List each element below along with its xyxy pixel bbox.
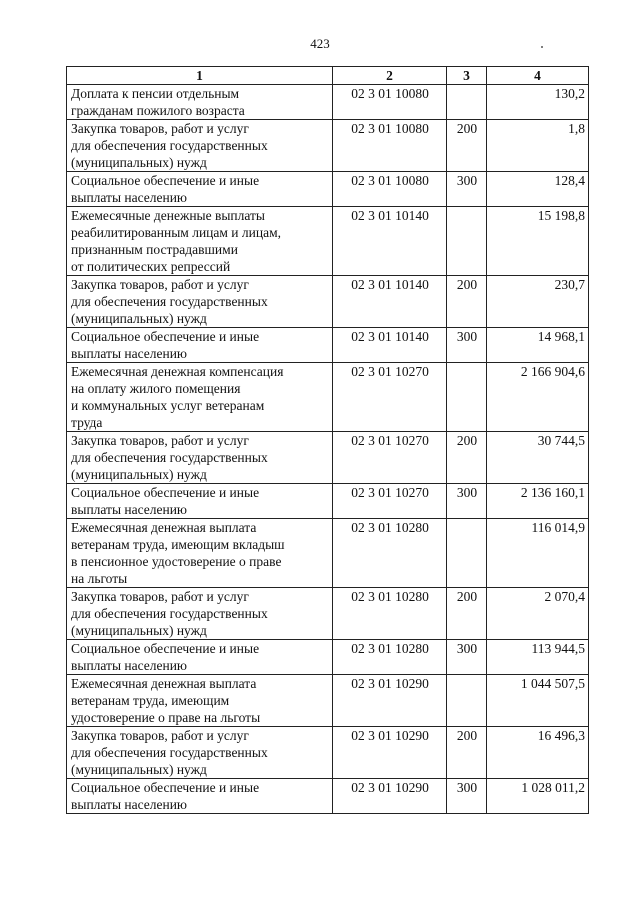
table-row [67, 85, 589, 120]
row-name-line: Ежемесячная денежная компенсация [71, 364, 284, 379]
row-type-cell [447, 363, 487, 432]
row-name-line: выплаты населению [71, 658, 188, 673]
row-amount-cell: 14 968,1 [487, 328, 589, 363]
row-name-line: Ежемесячные денежные выплаты [71, 208, 265, 223]
row-name-line: Закупка товаров, работ и услуг [71, 121, 249, 136]
row-name-cell [67, 519, 333, 588]
row-name-line: (муниципальных) нужд [71, 762, 207, 777]
table-body [67, 85, 589, 814]
row-code-cell: 02 3 01 10280 [333, 519, 447, 588]
row-name-cell [67, 432, 333, 484]
row-name-cell [67, 363, 333, 432]
row-name-line: Социальное обеспечение и иные [71, 173, 260, 188]
row-code-cell: 02 3 01 10080 [333, 120, 447, 172]
scan-speck [541, 46, 543, 48]
row-type-cell [447, 207, 487, 276]
row-name-line: Доплата к пенсии отдельным [71, 86, 240, 101]
row-name-line: на оплату жилого помещения [71, 381, 241, 396]
row-name-line: реабилитированным лицам и лицам, [71, 225, 281, 240]
row-amount-cell: 130,2 [487, 85, 589, 120]
row-name-cell [67, 276, 333, 328]
row-name-line: выплаты населению [71, 190, 188, 205]
row-code-cell: 02 3 01 10290 [333, 675, 447, 727]
row-name-line: ветеранам труда, имеющим вкладыш [71, 537, 285, 552]
row-name-line: труда [71, 415, 103, 430]
row-name-cell [67, 588, 333, 640]
budget-table [66, 66, 589, 814]
row-code-cell: 02 3 01 10080 [333, 172, 447, 207]
row-code-cell: 02 3 01 10270 [333, 432, 447, 484]
row-amount-cell: 113 944,5 [487, 640, 589, 675]
row-type-cell [447, 85, 487, 120]
row-name-line: и коммунальных услуг ветеранам [71, 398, 265, 413]
table-row [67, 727, 589, 779]
row-name-line: Социальное обеспечение и иные [71, 329, 260, 344]
row-amount-cell: 16 496,3 [487, 727, 589, 779]
header-col-3: 3 [447, 67, 487, 85]
row-name-line: Закупка товаров, работ и услуг [71, 728, 249, 743]
table-row [67, 588, 589, 640]
table-row [67, 484, 589, 519]
row-name-line: Закупка товаров, работ и услуг [71, 277, 249, 292]
row-code-cell: 02 3 01 10140 [333, 276, 447, 328]
row-name-line: признанным пострадавшими [71, 242, 238, 257]
row-code-cell: 02 3 01 10270 [333, 484, 447, 519]
table-row [67, 172, 589, 207]
row-amount-cell: 2 070,4 [487, 588, 589, 640]
row-type-cell: 200 [447, 588, 487, 640]
row-type-cell: 200 [447, 276, 487, 328]
table-row [67, 276, 589, 328]
row-code-cell: 02 3 01 10080 [333, 85, 447, 120]
row-name-line: Ежемесячная денежная выплата [71, 676, 257, 691]
row-type-cell: 200 [447, 727, 487, 779]
row-name-line: от политических репрессий [71, 259, 231, 274]
row-name-cell [67, 675, 333, 727]
row-name-cell [67, 172, 333, 207]
row-name-line: для обеспечения государственных [71, 294, 268, 309]
row-name-line: Закупка товаров, работ и услуг [71, 589, 249, 604]
row-name-cell [67, 85, 333, 120]
row-type-cell: 300 [447, 328, 487, 363]
header-col-4: 4 [487, 67, 589, 85]
row-amount-cell: 30 744,5 [487, 432, 589, 484]
row-name-line: для обеспечения государственных [71, 138, 268, 153]
row-name-line: Социальное обеспечение и иные [71, 641, 260, 656]
row-name-line: в пенсионное удостоверение о праве [71, 554, 282, 569]
page-number: 423 [310, 36, 330, 51]
row-amount-cell: 2 166 904,6 [487, 363, 589, 432]
row-type-cell [447, 519, 487, 588]
row-name-line: ветеранам труда, имеющим [71, 693, 230, 708]
table-row [67, 779, 589, 814]
row-name-line: Социальное обеспечение и иные [71, 780, 260, 795]
table-row [67, 328, 589, 363]
row-type-cell: 300 [447, 640, 487, 675]
table-row [67, 207, 589, 276]
row-name-line: Социальное обеспечение и иные [71, 485, 260, 500]
table-header [67, 67, 589, 85]
row-name-line: (муниципальных) нужд [71, 155, 207, 170]
row-code-cell: 02 3 01 10290 [333, 727, 447, 779]
row-name-cell [67, 779, 333, 814]
row-name-cell [67, 207, 333, 276]
row-name-line: выплаты населению [71, 346, 188, 361]
row-name-line: гражданам пожилого возраста [71, 103, 245, 118]
row-name-line: выплаты населению [71, 797, 188, 812]
row-code-cell: 02 3 01 10290 [333, 779, 447, 814]
row-name-cell [67, 640, 333, 675]
row-amount-cell: 2 136 160,1 [487, 484, 589, 519]
row-amount-cell: 15 198,8 [487, 207, 589, 276]
row-amount-cell: 230,7 [487, 276, 589, 328]
row-name-line: на льготы [71, 571, 128, 586]
row-name-line: (муниципальных) нужд [71, 311, 207, 326]
table-row [67, 675, 589, 727]
row-name-line: выплаты населению [71, 502, 188, 517]
row-code-cell: 02 3 01 10140 [333, 207, 447, 276]
row-amount-cell: 128,4 [487, 172, 589, 207]
row-amount-cell: 1 028 011,2 [487, 779, 589, 814]
table-row [67, 432, 589, 484]
row-code-cell: 02 3 01 10280 [333, 588, 447, 640]
table-row [67, 363, 589, 432]
row-name-line: для обеспечения государственных [71, 745, 268, 760]
row-name-line: (муниципальных) нужд [71, 467, 207, 482]
row-name-cell [67, 328, 333, 363]
table-row [67, 120, 589, 172]
header-col-1: 1 [67, 67, 333, 85]
row-type-cell: 300 [447, 779, 487, 814]
header-row [67, 67, 589, 85]
table-row [67, 640, 589, 675]
row-amount-cell: 1,8 [487, 120, 589, 172]
row-name-line: удостоверение о праве на льготы [71, 710, 261, 725]
row-name-line: Ежемесячная денежная выплата [71, 520, 257, 535]
row-name-line: Закупка товаров, работ и услуг [71, 433, 249, 448]
row-name-cell [67, 120, 333, 172]
row-type-cell [447, 675, 487, 727]
row-type-cell: 200 [447, 432, 487, 484]
header-col-2: 2 [333, 67, 447, 85]
row-name-line: для обеспечения государственных [71, 450, 268, 465]
row-type-cell: 300 [447, 172, 487, 207]
row-name-line: (муниципальных) нужд [71, 623, 207, 638]
row-amount-cell: 1 044 507,5 [487, 675, 589, 727]
row-name-line: для обеспечения государственных [71, 606, 268, 621]
row-amount-cell: 116 014,9 [487, 519, 589, 588]
row-name-cell [67, 727, 333, 779]
row-name-cell [67, 484, 333, 519]
table-row [67, 519, 589, 588]
row-code-cell: 02 3 01 10280 [333, 640, 447, 675]
row-type-cell: 200 [447, 120, 487, 172]
row-type-cell: 300 [447, 484, 487, 519]
row-code-cell: 02 3 01 10270 [333, 363, 447, 432]
row-code-cell: 02 3 01 10140 [333, 328, 447, 363]
